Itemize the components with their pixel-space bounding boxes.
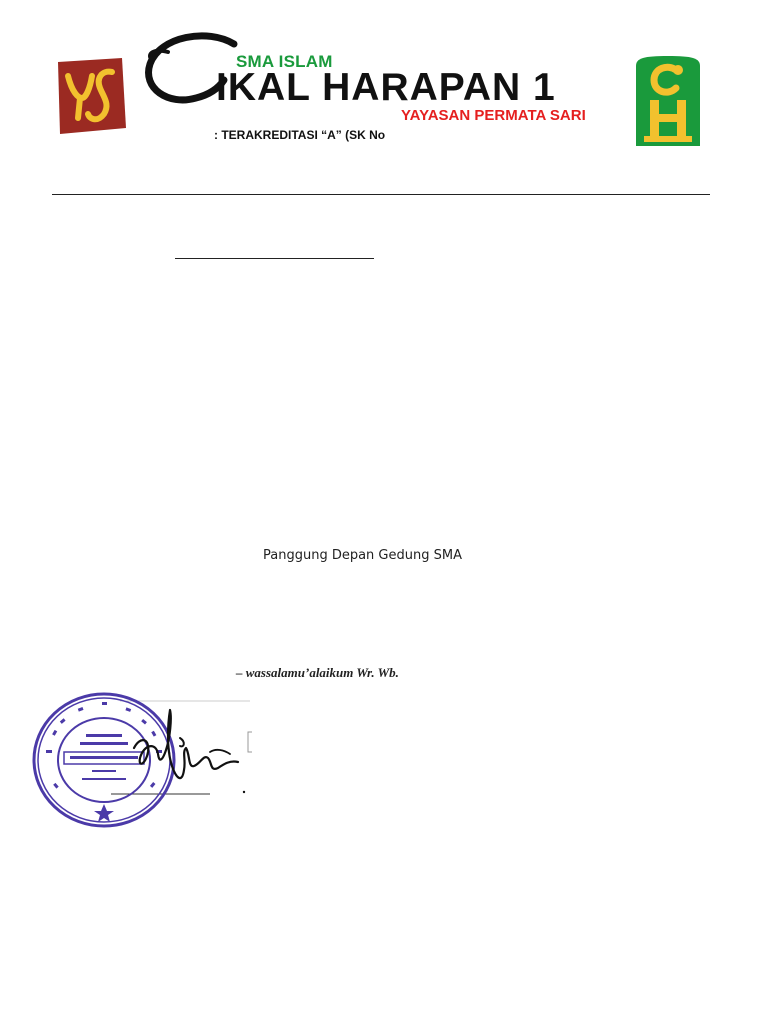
foundation-name: YAYASAN PERMATA SARI — [401, 107, 586, 124]
foundation-logo — [52, 56, 128, 136]
school-type: SMA ISLAM — [236, 52, 333, 71]
event-venue: Panggung Depan Gedung SMA — [263, 548, 462, 563]
subject-underline — [175, 258, 374, 259]
handwritten-signature-icon — [126, 708, 250, 800]
closing-greeting: – wassalamu’alaikum Wr. Wb. — [236, 665, 399, 680]
accreditation-line: : TERAKREDITASI “A” (SK No — [214, 128, 386, 142]
school-crest-logo — [632, 56, 704, 148]
school-name: IKAL HARAPAN 1 — [216, 66, 556, 109]
header-divider — [52, 194, 710, 195]
